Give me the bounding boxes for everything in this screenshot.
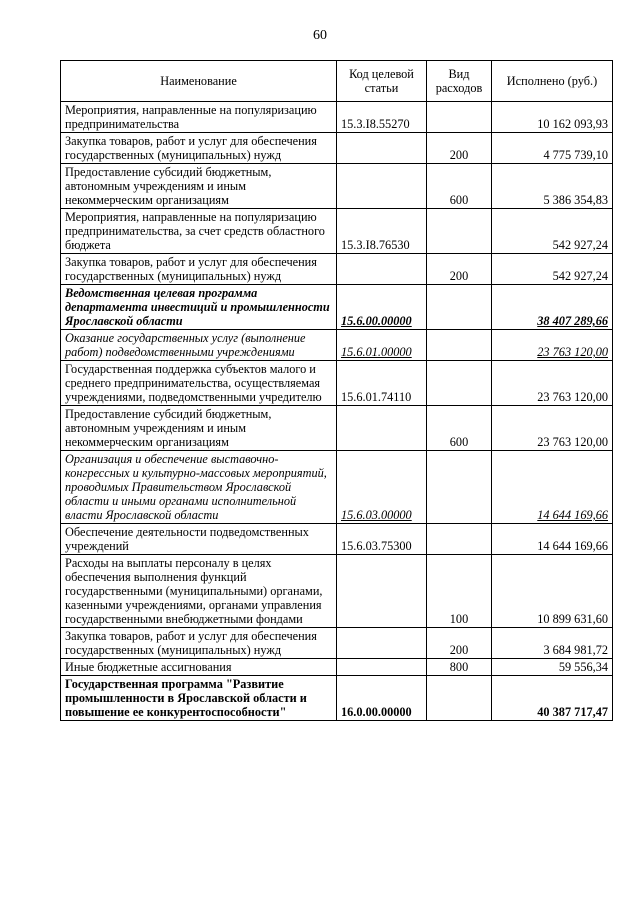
row-amount: 4 775 739,10: [492, 133, 613, 164]
row-name: Предоставление субсидий бюджетным, автономным учреждениям и иным некоммерческим организациям: [61, 406, 337, 451]
row-amount: 14 644 169,66: [492, 451, 613, 524]
row-code: [337, 406, 427, 451]
table-row: [61, 361, 613, 406]
row-name: Закупка товаров, работ и услуг для обеспечения государственных (муниципальных) нужд: [61, 628, 337, 659]
row-kind: [427, 285, 492, 330]
row-code: [337, 254, 427, 285]
row-name: Иные бюджетные ассигнования: [61, 659, 337, 676]
row-amount: 542 927,24: [492, 209, 613, 254]
row-amount: 14 644 169,66: [492, 524, 613, 555]
table-row: [61, 209, 613, 254]
row-name: Мероприятия, направленные на популяризацию предпринимательства: [61, 102, 337, 133]
row-code: 15.6.03.00000: [337, 451, 427, 524]
row-name: Закупка товаров, работ и услуг для обеспечения государственных (муниципальных) нужд: [61, 254, 337, 285]
row-kind: 200: [427, 133, 492, 164]
row-name: Предоставление субсидий бюджетным, автономным учреждениям и иным некоммерческим организациям: [61, 164, 337, 209]
row-kind: [427, 209, 492, 254]
row-name: Оказание государственных услуг (выполнение работ) подведомственными учреждениями: [61, 330, 337, 361]
row-code: 15.6.01.00000: [337, 330, 427, 361]
row-code: 15.3.I8.55270: [337, 102, 427, 133]
row-amount: 542 927,24: [492, 254, 613, 285]
header-name: Наименование: [61, 61, 337, 102]
row-kind: 600: [427, 406, 492, 451]
row-amount: 59 556,34: [492, 659, 613, 676]
table-row: [61, 628, 613, 659]
row-amount: 23 763 120,00: [492, 361, 613, 406]
row-code: [337, 164, 427, 209]
table-row: [61, 524, 613, 555]
row-code: [337, 659, 427, 676]
table-row: [61, 451, 613, 524]
row-amount: 5 386 354,83: [492, 164, 613, 209]
row-kind: [427, 330, 492, 361]
row-amount: 10 899 631,60: [492, 555, 613, 628]
table-header-row: [61, 61, 613, 102]
table-row: [61, 676, 613, 721]
row-amount: 23 763 120,00: [492, 330, 613, 361]
table-row: [61, 659, 613, 676]
row-code: 15.6.01.74110: [337, 361, 427, 406]
row-kind: [427, 361, 492, 406]
row-name: Государственная программа "Развитие промышленности в Ярославской области и повышение ее конкурентоспособности": [61, 676, 337, 721]
table-row: [61, 555, 613, 628]
row-code: 15.3.I8.76530: [337, 209, 427, 254]
row-kind: 100: [427, 555, 492, 628]
row-kind: 200: [427, 628, 492, 659]
row-kind: 200: [427, 254, 492, 285]
table-row: [61, 285, 613, 330]
row-name: Закупка товаров, работ и услуг для обеспечения государственных (муниципальных) нужд: [61, 133, 337, 164]
row-amount: 23 763 120,00: [492, 406, 613, 451]
row-code: 15.6.00.00000: [337, 285, 427, 330]
row-kind: [427, 451, 492, 524]
row-code: [337, 133, 427, 164]
header-code: Код целевой статьи: [337, 61, 427, 102]
table-row: [61, 330, 613, 361]
table-row: [61, 133, 613, 164]
row-name: Государственная поддержка субъектов малого и среднего предпринимательства, осуществляемая учреждениями, подведомственными учредителю: [61, 361, 337, 406]
budget-table: [60, 60, 613, 721]
row-name: Обеспечение деятельности подведомственных учреждений: [61, 524, 337, 555]
table-row: [61, 406, 613, 451]
row-kind: 800: [427, 659, 492, 676]
table-row: [61, 102, 613, 133]
row-code: 16.0.00.00000: [337, 676, 427, 721]
row-amount: 40 387 717,47: [492, 676, 613, 721]
row-code: [337, 555, 427, 628]
row-code: [337, 628, 427, 659]
row-name: Организация и обеспечение выставочно-конгрессных и культурно-массовых мероприятий, проводимых Правительством Ярославской области и иными органами исполнительной власти Ярославской области: [61, 451, 337, 524]
row-amount: 10 162 093,93: [492, 102, 613, 133]
row-kind: 600: [427, 164, 492, 209]
row-name: Мероприятия, направленные на популяризацию предпринимательства, за счет средств областного бюджета: [61, 209, 337, 254]
row-kind: [427, 102, 492, 133]
page-number: 60: [313, 28, 327, 43]
row-amount: 38 407 289,66: [492, 285, 613, 330]
row-name: Ведомственная целевая программа департамента инвестиций и промышленности Ярославской области: [61, 285, 337, 330]
row-amount: 3 684 981,72: [492, 628, 613, 659]
table-row: [61, 164, 613, 209]
row-kind: [427, 524, 492, 555]
header-amount: Исполнено (руб.): [492, 61, 613, 102]
table-body: [61, 102, 613, 721]
table-row: [61, 254, 613, 285]
row-name: Расходы на выплаты персоналу в целях обеспечения выполнения функций государственными (муниципальными) органами, казенными учреждениями, органами управления государственными внебюджетными фондами: [61, 555, 337, 628]
row-code: 15.6.03.75300: [337, 524, 427, 555]
header-kind: Вид расходов: [427, 61, 492, 102]
row-kind: [427, 676, 492, 721]
